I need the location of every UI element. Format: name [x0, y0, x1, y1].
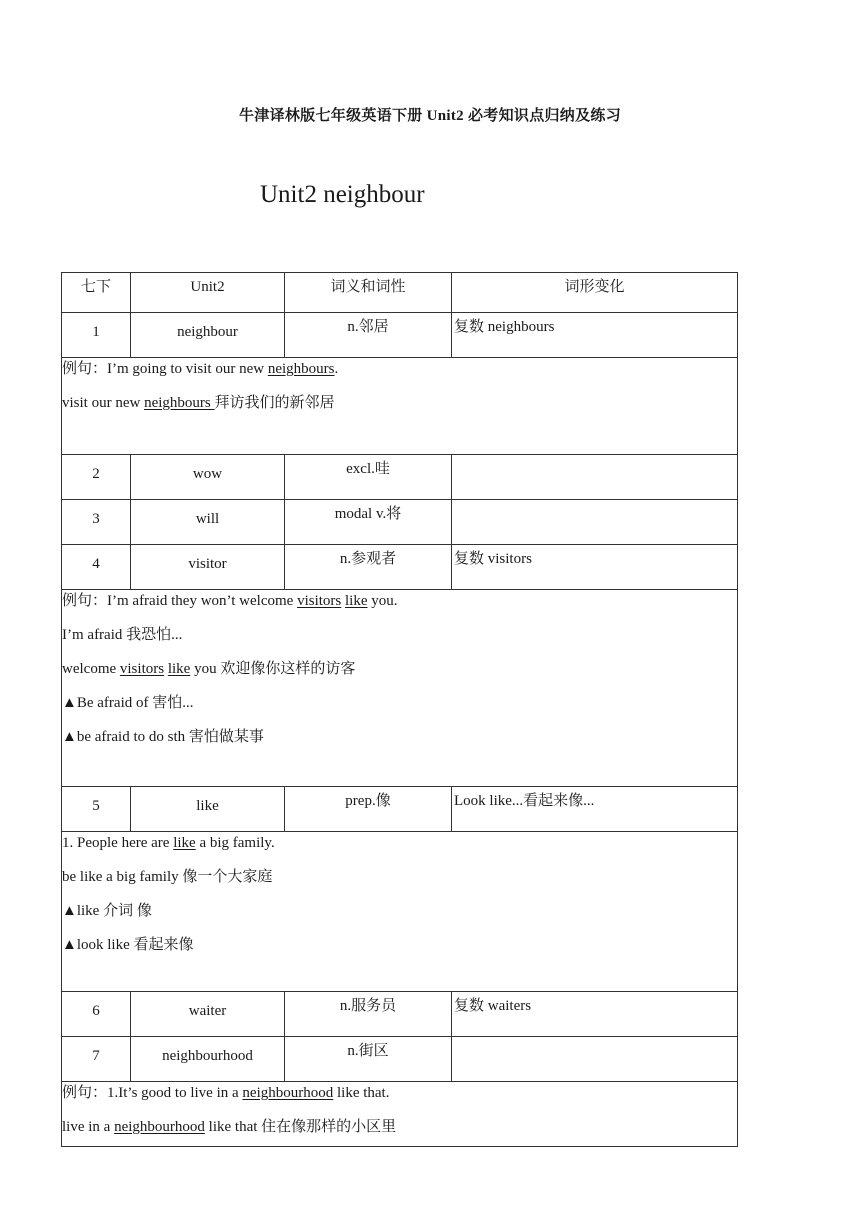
- header-grade: 七下: [62, 273, 131, 313]
- example-cell: [62, 590, 738, 787]
- table-header-row: [62, 273, 738, 313]
- underlined-word: visitors: [119, 661, 165, 677]
- word-forms: [452, 455, 738, 500]
- word: waiter: [131, 992, 285, 1037]
- underlined-word: neighbours: [267, 361, 335, 377]
- word-meaning: n.参观者: [285, 545, 452, 590]
- vocabulary-table: [61, 272, 738, 1147]
- word-number: 2: [62, 455, 131, 500]
- example-line: ▲Be afraid of 害怕...: [62, 695, 194, 711]
- example-text: 例句：1.It’s good to live in a: [62, 1085, 243, 1101]
- table-row: [62, 992, 738, 1037]
- table-row: [62, 500, 738, 545]
- example-line: [62, 658, 737, 692]
- example-line: be like a big family 像一个大家庭: [62, 869, 273, 885]
- word: neighbourhood: [131, 1037, 285, 1082]
- example-line: [62, 590, 737, 624]
- example-row: [62, 1082, 738, 1147]
- example-line: ▲be afraid to do sth 害怕做某事: [62, 729, 264, 745]
- example-text: 1. People here are: [62, 835, 174, 851]
- example-line: [62, 832, 737, 866]
- word-meaning: modal v.将: [285, 500, 452, 545]
- header-meaning: 词义和词性: [285, 273, 452, 313]
- example-row: [62, 832, 738, 992]
- example-text: 例句：I’m going to visit our new: [62, 361, 268, 377]
- example-cell: [62, 1082, 738, 1147]
- word-meaning: n.街区: [285, 1037, 452, 1082]
- example-text: you 欢迎像你这样的访客: [190, 661, 356, 677]
- underlined-word: like: [173, 835, 196, 851]
- example-text: welcome: [62, 661, 120, 677]
- word-number: 6: [62, 992, 131, 1037]
- word: wow: [131, 455, 285, 500]
- unit-title: Unit2 neighbour: [260, 181, 425, 208]
- example-text: like that.: [333, 1085, 390, 1101]
- word: like: [131, 787, 285, 832]
- example-line: [62, 392, 737, 414]
- table-row: [62, 1037, 738, 1082]
- word-forms: 复数 visitors: [452, 545, 738, 590]
- example-line: [62, 358, 737, 392]
- example-line: ▲like 介词 像: [62, 903, 152, 919]
- underlined-word: neighbourhood: [242, 1085, 334, 1101]
- example-text: a big family.: [195, 835, 275, 851]
- table-row: [62, 455, 738, 500]
- example-line: ▲look like 看起来像: [62, 937, 194, 953]
- table-row: [62, 787, 738, 832]
- example-text: .: [334, 361, 339, 377]
- example-line: [62, 1116, 737, 1138]
- header-forms: 词形变化: [452, 273, 738, 313]
- underlined-word: like: [345, 593, 368, 609]
- example-text: 例句：I’m afraid they won’t welcome: [62, 593, 298, 609]
- underlined-word: neighbourhood: [114, 1119, 205, 1135]
- underlined-word: neighbours: [144, 395, 215, 411]
- word-number: 5: [62, 787, 131, 832]
- word-forms: 复数 waiters: [452, 992, 738, 1037]
- example-line: I’m afraid 我恐怕...: [62, 627, 183, 643]
- example-text: 拜访我们的新邻居: [214, 395, 335, 411]
- word-forms: [452, 500, 738, 545]
- word: will: [131, 500, 285, 545]
- underlined-word: like: [167, 661, 191, 677]
- example-line: [62, 1082, 737, 1116]
- word-meaning: n.邻居: [285, 313, 452, 358]
- example-row: [62, 358, 738, 455]
- word-number: 7: [62, 1037, 131, 1082]
- header-unit: Unit2: [131, 273, 285, 313]
- example-text: like that 住在像那样的小区里: [204, 1119, 397, 1135]
- example-text: live in a: [62, 1119, 115, 1135]
- word-meaning: n.服务员: [285, 992, 452, 1037]
- underlined-word: visitors: [297, 593, 342, 609]
- word-meaning: prep.像: [285, 787, 452, 832]
- word-forms: Look like...看起来像...: [452, 787, 738, 832]
- table-row: [62, 313, 738, 358]
- example-cell: [62, 832, 738, 992]
- example-row: [62, 590, 738, 787]
- word-forms: [452, 1037, 738, 1082]
- word: visitor: [131, 545, 285, 590]
- example-text: you.: [367, 593, 398, 609]
- word-meaning: excl.哇: [285, 455, 452, 500]
- example-cell: [62, 358, 738, 455]
- word: neighbour: [131, 313, 285, 358]
- word-forms: 复数 neighbours: [452, 313, 738, 358]
- table-row: [62, 545, 738, 590]
- word-number: 3: [62, 500, 131, 545]
- word-number: 1: [62, 313, 131, 358]
- document-title: 牛津译林版七年级英语下册 Unit2 必考知识点归纳及练习: [238, 108, 622, 124]
- example-text: visit our new: [62, 395, 145, 411]
- word-number: 4: [62, 545, 131, 590]
